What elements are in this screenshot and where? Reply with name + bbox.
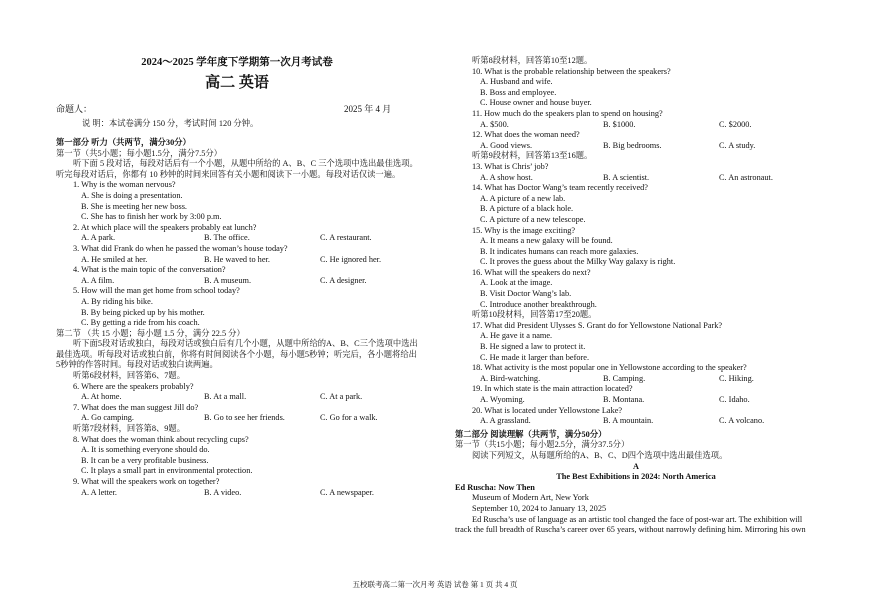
- option: C. She has to finish her work by 3:00 p.m.: [81, 212, 222, 222]
- options-row: [455, 120, 817, 131]
- instruction: 听下面5段对话或独白，每段对话或独白后有几个小题，从题中所给的A、B、C三个选项中选出: [73, 339, 418, 349]
- option: C. Hiking.: [719, 373, 754, 383]
- option: C. A newspaper.: [320, 487, 374, 497]
- option: B. A museum.: [204, 275, 252, 285]
- right-column: [455, 56, 817, 536]
- option: B. Montana.: [603, 395, 645, 404]
- exam-subject: 高二 英语: [205, 75, 269, 91]
- option: C. A restaurant.: [320, 233, 372, 243]
- option: B. By being picked up by his mother.: [81, 307, 205, 317]
- proposer-label: 命题人：: [56, 104, 93, 114]
- question-4: 4. What is the main topic of the conversation?: [73, 265, 226, 275]
- options-row: [56, 488, 418, 499]
- option: B. Big bedrooms.: [603, 140, 662, 150]
- option: B. Boss and employee.: [480, 87, 557, 97]
- option: A. A film.: [81, 275, 115, 285]
- option: A. She is doing a presentation.: [81, 190, 183, 200]
- option: A. Wyoming.: [480, 395, 525, 404]
- options-row: [455, 416, 817, 427]
- question-18: 18. What activity is the most popular one in Yellowstone according to the speaker?: [472, 363, 747, 373]
- options-row: [56, 413, 418, 424]
- option: B. It indicates humans can reach more galaxies.: [480, 246, 639, 256]
- option: C. A picture of a new telescope.: [480, 214, 586, 224]
- option: A. He gave it a name.: [480, 331, 553, 341]
- part-two-title: 第二部分 阅读理解（共两节，满分50分）: [455, 429, 607, 439]
- option: C. An astronaut.: [719, 172, 773, 182]
- option: A. At home.: [81, 392, 122, 402]
- option: A. Go camping.: [81, 413, 134, 423]
- option: C. A designer.: [320, 275, 367, 285]
- option: C. He ignored her.: [320, 254, 382, 264]
- option: B. He signed a law to protect it.: [480, 342, 586, 352]
- exam-note: 说 明：本试卷满分 150 分，考试时间 120 分钟。: [82, 119, 259, 128]
- exam-date: 2025 年 4 月: [344, 104, 392, 114]
- option: B. Go to see her friends.: [204, 413, 285, 423]
- option: A. It means a new galaxy will be found.: [480, 236, 613, 246]
- option: B. A scientist.: [603, 172, 650, 182]
- page-footer: 五校联考高二第一次月考 英语 试卷 第 1 页 共 4 页: [352, 580, 518, 589]
- option: C. Introduce another breakthrough.: [480, 299, 597, 309]
- passage-text: Ed Ruscha’s use of language as an artistic tool changed the face of post-war art. The exhibition will: [472, 514, 803, 524]
- question-16: 16. What will the speakers do next?: [472, 267, 591, 277]
- option: C. At a park.: [320, 392, 363, 402]
- question-14: 14. What has Doctor Wang’s team recently received?: [472, 183, 648, 193]
- option: B. Visit Doctor Wang’s lab.: [480, 289, 572, 299]
- part-one-title: 第一部分 听力（共两节，满分30分）: [56, 138, 191, 147]
- option: C. A study.: [719, 140, 756, 150]
- option: C. Go for a walk.: [320, 413, 378, 423]
- option: C. House owner and house buyer.: [480, 98, 592, 108]
- question-9: 9. What will the speakers work on together?: [73, 477, 220, 486]
- option: B. At a mall.: [204, 392, 247, 402]
- question-17: 17. What did President Ulysses S. Grant do for Yellowstone National Park?: [472, 320, 723, 330]
- reading-instruction: 阅读下列短文，从每题所给的A、B、C、D四个选项中选出最佳选项。: [472, 450, 728, 460]
- question-13: 13. What is Chris’ job?: [472, 161, 549, 171]
- option: C. $2000.: [719, 119, 752, 129]
- option: C. By getting a ride from his coach.: [81, 318, 200, 328]
- option: B. A video.: [204, 487, 242, 497]
- listening-section: [56, 138, 418, 498]
- material-label: 听第6段材料，回答第6、7题。: [73, 371, 186, 381]
- option: C. Idaho.: [719, 395, 750, 404]
- passage-text: track the full breadth of Ruscha’s career over 65 years, without narrowly defining him. Mirroring his own: [455, 525, 806, 535]
- option: B. It can be a very profitable business.: [81, 455, 209, 465]
- question-15: 15. Why is the image exciting?: [472, 225, 576, 235]
- question-7: 7. What does the man suggest Jill do?: [73, 402, 199, 412]
- reading-section-one-title: 第一节（共15小题；每小题2.5分，满分37.5分）: [455, 440, 630, 450]
- instruction: 最佳选项。听每段对话或独白前，你将有时间阅读各个小题，每小题5秒钟；听完后，各小题将给出: [56, 349, 417, 359]
- instruction: 听完每段对话后，你都有 10 秒钟的时间来回答有关小题和阅读下一小题。每段对话仅读一遍。: [56, 169, 401, 179]
- question-3: 3. What did Frank do when he passed the woman’s house today?: [73, 243, 288, 253]
- exhibit-name: Ed Ruscha: Now Then: [455, 482, 535, 492]
- instruction: 听下面 5 段对话，每段对话后有一个小题，从题中所给的 A、B、C 三个选项中选出最佳选项。: [73, 159, 418, 169]
- passage-title: The Best Exhibitions in 2024: North America: [556, 472, 716, 482]
- options-row: [56, 392, 418, 403]
- question-1: 1. Why is the woman nervous?: [73, 180, 176, 190]
- options-row: [56, 255, 418, 266]
- exam-title: 2024～2025 学年度下学期第一次月考试卷: [141, 57, 333, 68]
- question-11: 11. How much do the speakers plan to spend on housing?: [472, 108, 663, 118]
- material-label: 听第10段材料，回答第17至20题。: [472, 310, 597, 320]
- option: B. A picture of a black hole.: [480, 204, 574, 214]
- option: A. Bird-watching.: [480, 373, 541, 383]
- options-row: [455, 173, 817, 184]
- section-two-title: 第二节 （共 15 小题；每小题 1.5 分，满分 22.5 分）: [56, 328, 245, 338]
- options-row: [455, 141, 817, 152]
- exhibit-dates: September 10, 2024 to January 13, 2025: [472, 503, 607, 513]
- material-label: 听第8段材料，回答第10至12题。: [472, 56, 593, 65]
- option: A. It is something everyone should do.: [81, 445, 210, 455]
- option: A. $500.: [480, 119, 509, 129]
- option: C. It plays a small part in environmental protection.: [81, 466, 253, 476]
- options-row: [455, 374, 817, 385]
- question-6: 6. Where are the speakers probably?: [73, 381, 194, 391]
- question-10: 10. What is the probable relationship between the speakers?: [472, 66, 671, 76]
- options-row: [56, 276, 418, 287]
- question-19: 19. In which state is the main attraction located?: [472, 384, 633, 394]
- option: B. She is meeting her new boss.: [81, 201, 188, 211]
- option: C. He made it larger than before.: [480, 352, 590, 362]
- option: A. A park.: [81, 233, 116, 243]
- question-5: 5. How will the man get home from school today?: [73, 286, 240, 296]
- option: A. Husband and wife.: [480, 77, 553, 87]
- material-label: 听第7段材料，回答第8、9题。: [73, 424, 186, 434]
- passage-letter: A: [633, 461, 639, 471]
- option: A. He smiled at her.: [81, 254, 148, 264]
- option: A. Look at the image.: [480, 278, 553, 288]
- option: A. A grassland.: [480, 416, 531, 426]
- option: A. Good views.: [480, 140, 533, 150]
- option: B. $1000.: [603, 119, 636, 129]
- option: A. A letter.: [81, 487, 117, 497]
- options-row: [455, 395, 817, 406]
- question-20: 20. What is located under Yellowstone Lake?: [472, 405, 623, 415]
- material-label: 听第9段材料，回答第13至16题。: [472, 151, 593, 161]
- options-row: [56, 233, 418, 244]
- option: C. A volcano.: [719, 416, 765, 426]
- option: B. He waved to her.: [204, 254, 270, 264]
- question-2: 2. At which place will the speakers probably eat lunch?: [73, 222, 257, 232]
- exhibit-venue: Museum of Modern Art, New York: [472, 493, 589, 503]
- option: B. The office.: [204, 233, 250, 243]
- option: A. A show host.: [480, 172, 533, 182]
- question-12: 12. What does the woman need?: [472, 130, 580, 140]
- option: B. Camping.: [603, 373, 646, 383]
- question-8: 8. What does the woman think about recycling cups?: [73, 434, 249, 444]
- option: A. A picture of a new lab.: [480, 193, 566, 203]
- instruction: 5秒钟的作答时间。每段对话或独白读两遍。: [56, 360, 218, 370]
- option: C. It proves the guess about the Milky Way galaxy is right.: [480, 257, 676, 267]
- section-one-title: 第一节（共5小题；每小题1.5分，满分7.5分）: [56, 148, 222, 158]
- option: A. By riding his bike.: [81, 296, 153, 306]
- option: B. A mountain.: [603, 416, 654, 426]
